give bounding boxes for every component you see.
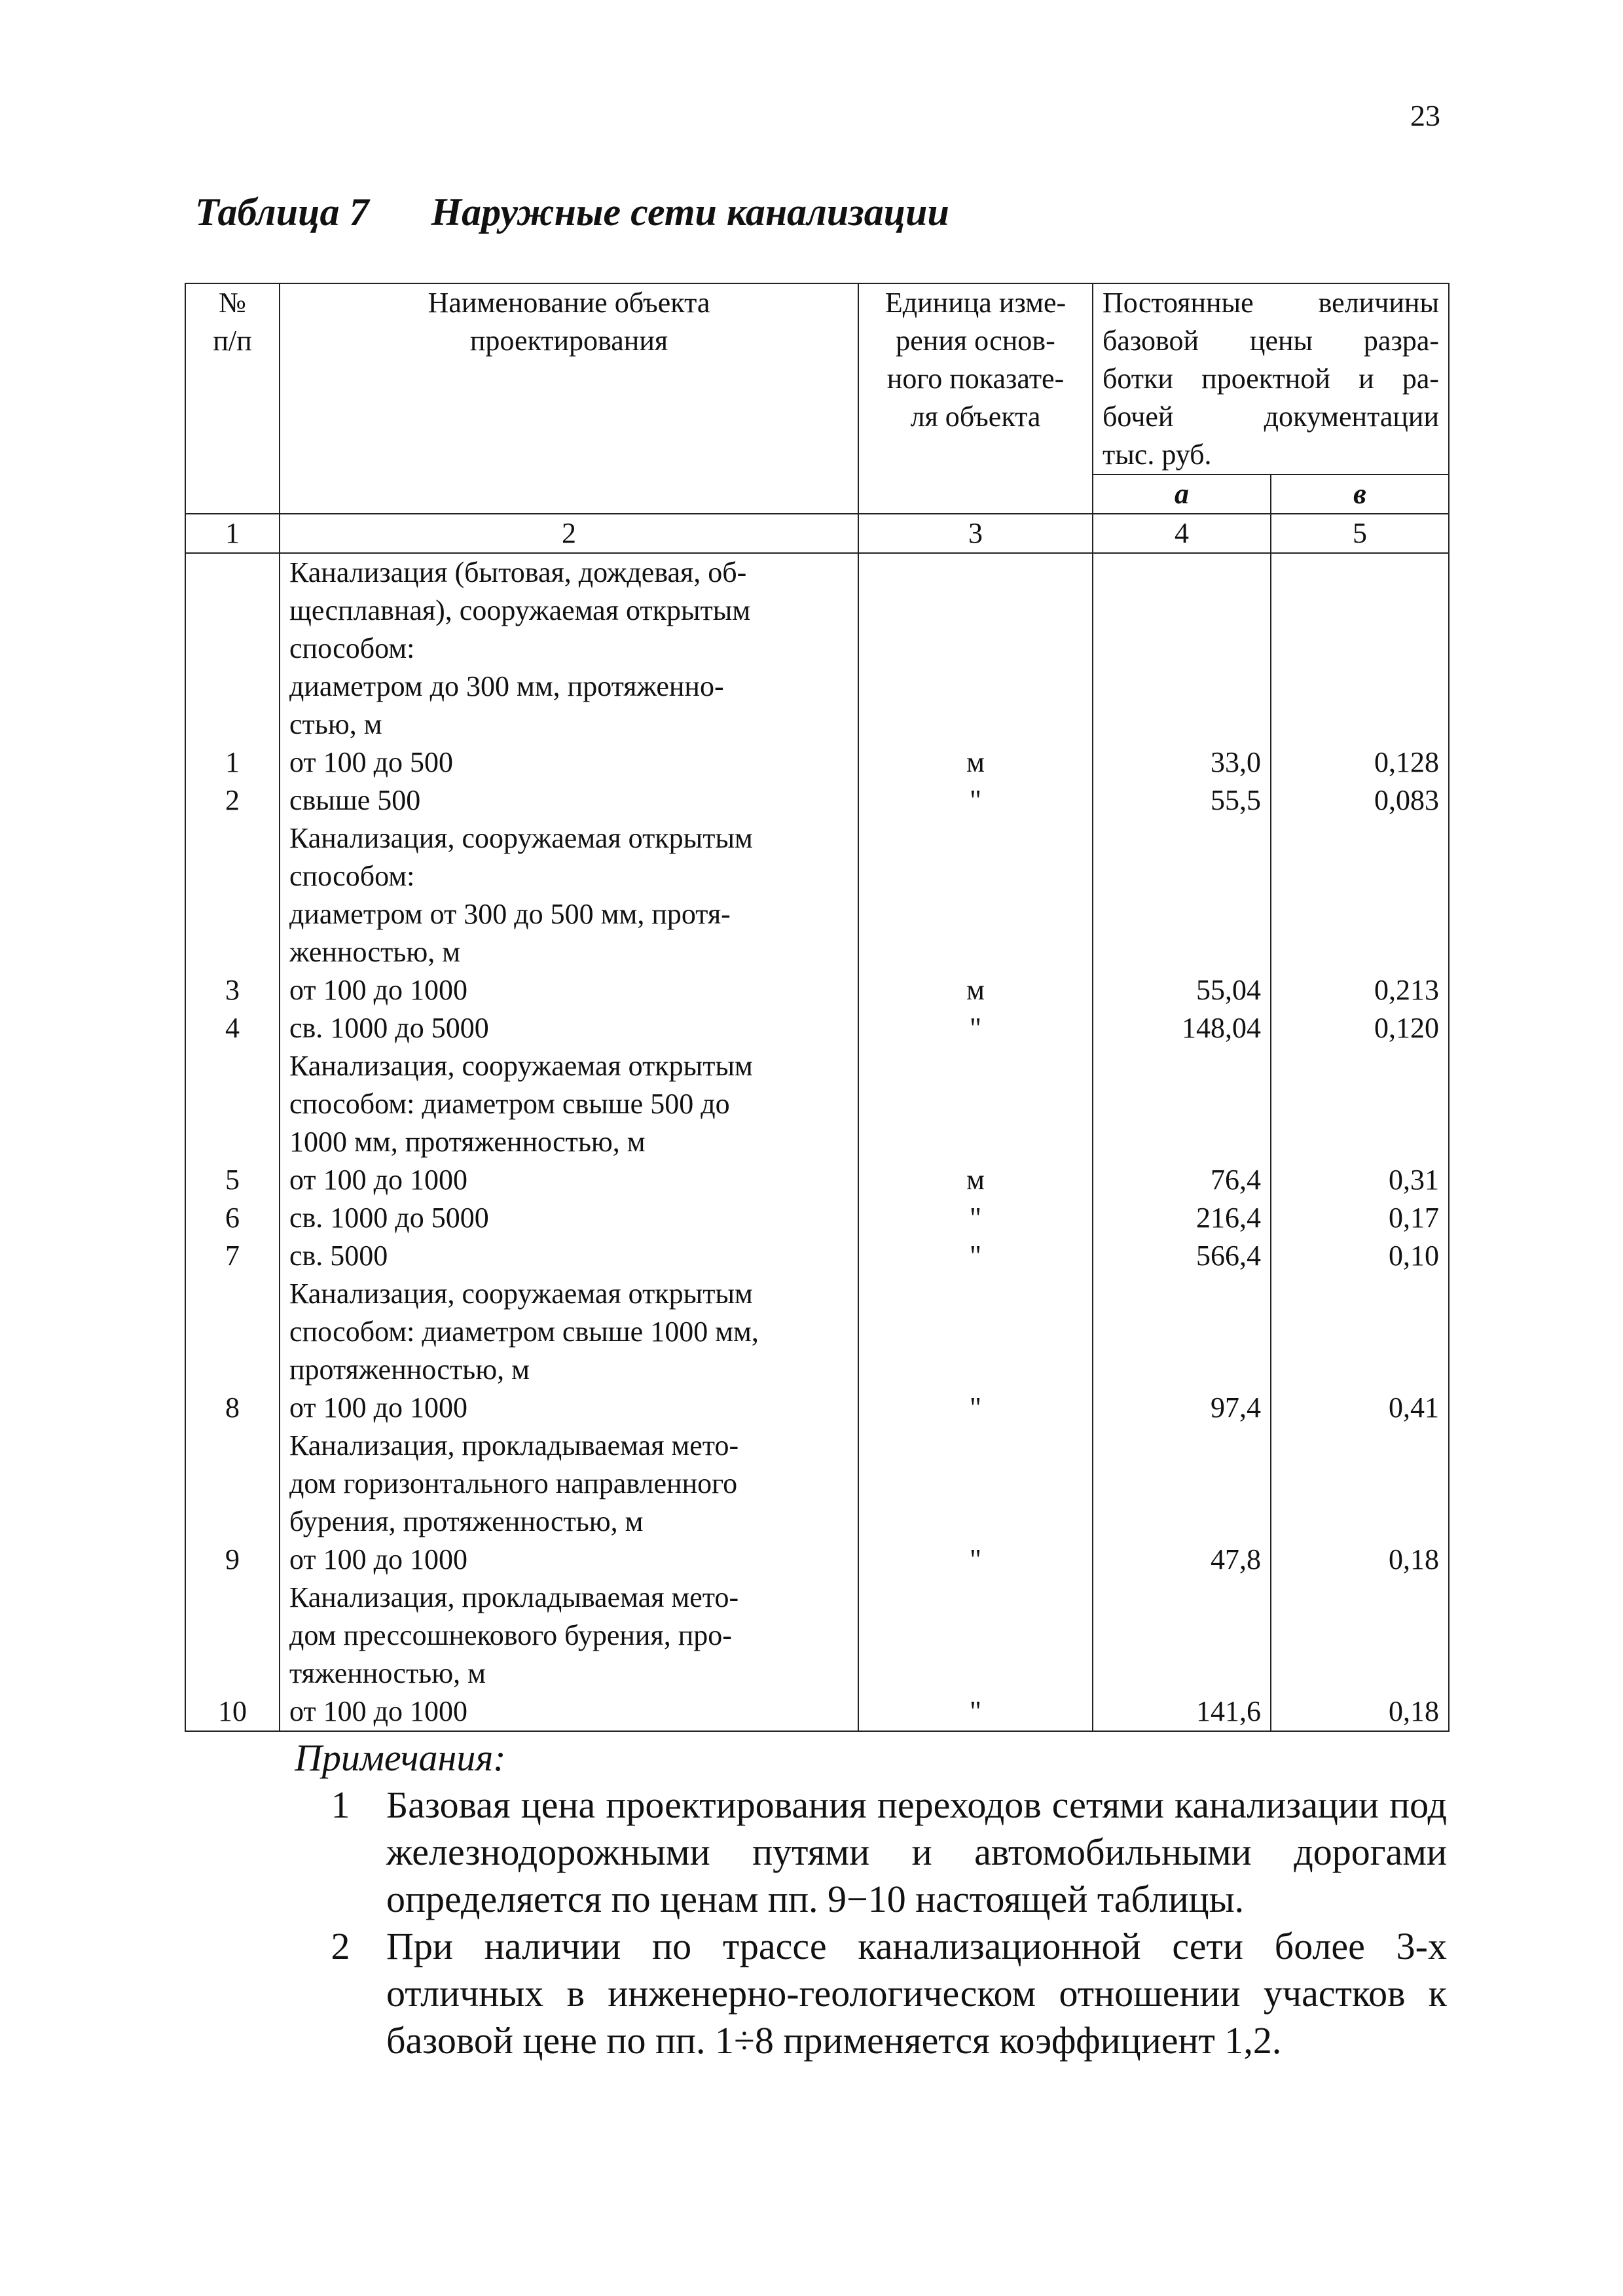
cell-unit <box>868 1465 1083 1503</box>
cell-a <box>1103 1465 1261 1503</box>
cell-name: от 100 до 1000 <box>289 1695 468 1727</box>
cell-name: способом: диаметром свыше 500 до <box>289 1088 730 1120</box>
cell-name: Канализация, сооружаемая открытым <box>289 822 753 854</box>
cell-n <box>195 1427 270 1465</box>
header-unit <box>858 283 1093 514</box>
table-title: Наружные сети канализации <box>431 190 949 234</box>
cell-b: 0,128 <box>1374 746 1440 778</box>
cell-a: 148,04 <box>1182 1012 1261 1044</box>
cell-unit <box>868 1579 1083 1617</box>
unit-column <box>858 553 1093 1731</box>
cell-unit: м <box>966 1164 985 1196</box>
cell-b <box>1281 1123 1439 1161</box>
cell-name: способом: <box>289 632 415 664</box>
cell-n <box>195 1617 270 1655</box>
cell-n <box>195 1465 270 1503</box>
cell-unit <box>868 1655 1083 1693</box>
cell-n: 8 <box>225 1391 240 1424</box>
cell-name: св. 5000 <box>289 1240 388 1272</box>
cell-name: Канализация, сооружаемая открытым <box>289 1278 753 1310</box>
number-column <box>185 553 280 1731</box>
cell-unit: " <box>970 1012 981 1044</box>
cell-a: 33,0 <box>1211 746 1261 778</box>
header-line: Наименование объекта <box>428 287 710 319</box>
header-line: тыс. руб. <box>1103 439 1212 471</box>
cell-unit <box>868 857 1083 895</box>
cell-n <box>195 1655 270 1693</box>
price-a-column <box>1093 553 1271 1731</box>
cell-n <box>195 1085 270 1123</box>
cell-unit <box>868 1503 1083 1541</box>
cell-unit <box>868 706 1083 744</box>
cell-name: Канализация, прокладываемая мето- <box>289 1429 739 1462</box>
column-number: 3 <box>858 514 1093 553</box>
cell-b <box>1281 630 1439 668</box>
header-number <box>185 283 280 514</box>
cell-b <box>1281 668 1439 706</box>
cell-n <box>195 857 270 895</box>
cell-n: 9 <box>225 1543 240 1575</box>
cell-name: св. 1000 до 5000 <box>289 1202 489 1234</box>
cell-b <box>1281 1617 1439 1655</box>
header-line: № <box>219 287 246 319</box>
header-line: проектирования <box>469 325 668 357</box>
cell-name: от 100 до 1000 <box>289 1391 468 1424</box>
cell-a <box>1103 857 1261 895</box>
cell-b: 0,18 <box>1389 1543 1440 1575</box>
cell-n: 6 <box>225 1202 240 1234</box>
cell-name: Канализация, прокладываемая мето- <box>289 1581 739 1613</box>
cell-n: 10 <box>218 1695 247 1727</box>
cell-b <box>1281 1351 1439 1389</box>
cell-b <box>1281 933 1439 971</box>
column-number: 4 <box>1093 514 1271 553</box>
cell-name: от 100 до 500 <box>289 746 454 778</box>
cell-unit <box>868 1123 1083 1161</box>
name-column <box>280 553 858 1731</box>
cell-name: стью, м <box>289 708 382 740</box>
cell-b <box>1281 895 1439 933</box>
cell-name: дом прессошнекового бурения, про- <box>289 1619 732 1651</box>
cell-a <box>1103 1123 1261 1161</box>
cell-name: диаметром от 300 до 500 мм, протя- <box>289 898 731 930</box>
cell-unit: " <box>970 1202 981 1234</box>
cell-n: 3 <box>225 974 240 1006</box>
cell-unit: " <box>970 784 981 816</box>
cell-b <box>1281 1465 1439 1503</box>
cell-a: 47,8 <box>1211 1543 1261 1575</box>
cell-b <box>1281 857 1439 895</box>
cell-b <box>1281 1579 1439 1617</box>
cell-unit: м <box>966 746 985 778</box>
cell-b <box>1281 1275 1439 1313</box>
cell-b: 0,18 <box>1389 1695 1440 1727</box>
cell-unit: " <box>970 1695 981 1727</box>
cell-name: дом горизонтального направленного <box>289 1467 738 1499</box>
cell-b <box>1281 1085 1439 1123</box>
column-number: 1 <box>185 514 280 553</box>
header-row <box>185 283 1449 475</box>
subheader-a: а <box>1093 475 1271 514</box>
cell-a <box>1103 554 1261 592</box>
cell-n <box>195 1579 270 1617</box>
cell-n <box>195 1503 270 1541</box>
cell-a <box>1103 1427 1261 1465</box>
cell-a <box>1103 668 1261 706</box>
cell-b <box>1281 592 1439 630</box>
cell-unit <box>868 1313 1083 1351</box>
cell-name: бурения, протяженностью, м <box>289 1505 644 1537</box>
cell-a <box>1103 706 1261 744</box>
cell-n <box>195 668 270 706</box>
cell-name: способом: диаметром свыше 1000 мм, <box>289 1316 759 1348</box>
cell-n <box>195 554 270 592</box>
notes-title: Примечания: <box>295 1736 506 1779</box>
cell-b: 0,41 <box>1389 1391 1440 1424</box>
cell-b: 0,083 <box>1374 784 1440 816</box>
cell-a: 216,4 <box>1196 1202 1261 1234</box>
cell-unit <box>868 933 1083 971</box>
cell-a <box>1103 1503 1261 1541</box>
cell-b <box>1281 1427 1439 1465</box>
cell-b: 0,17 <box>1389 1202 1440 1234</box>
cell-b <box>1281 1503 1439 1541</box>
cell-n <box>195 706 270 744</box>
cell-b: 0,10 <box>1389 1240 1440 1272</box>
price-table <box>185 283 1450 1732</box>
header-line: рения основ- <box>896 325 1055 357</box>
cell-unit <box>868 630 1083 668</box>
cell-a <box>1103 1617 1261 1655</box>
cell-unit <box>868 895 1083 933</box>
header-line: ля объекта <box>910 401 1041 433</box>
cell-a <box>1103 819 1261 857</box>
cell-unit <box>868 1351 1083 1389</box>
note-item <box>295 1782 1447 1923</box>
header-line: ного показате- <box>886 363 1065 395</box>
cell-n <box>195 1351 270 1389</box>
cell-unit <box>868 592 1083 630</box>
header-line: п/п <box>213 325 252 357</box>
note-item <box>295 1923 1447 2064</box>
cell-name: щесплавная), сооружаемая открытым <box>289 594 751 626</box>
cell-a: 141,6 <box>1196 1695 1261 1727</box>
cell-n <box>195 1047 270 1085</box>
cell-a: 55,5 <box>1211 784 1261 816</box>
column-number: 5 <box>1271 514 1449 553</box>
subheader-b: в <box>1271 475 1449 514</box>
cell-a <box>1103 592 1261 630</box>
cell-a <box>1103 1655 1261 1693</box>
cell-name: женностью, м <box>289 936 461 968</box>
cell-name: протяженностью, м <box>289 1354 530 1386</box>
header-line: базовой цены разра- <box>1103 325 1440 357</box>
cell-a <box>1103 630 1261 668</box>
cell-a <box>1103 1351 1261 1389</box>
cell-name: от 100 до 1000 <box>289 1164 468 1196</box>
price-b-column <box>1271 553 1449 1731</box>
cell-name: св. 1000 до 5000 <box>289 1012 489 1044</box>
cell-b <box>1281 819 1439 857</box>
cell-n: 4 <box>225 1012 240 1044</box>
cell-a <box>1103 895 1261 933</box>
cell-n <box>195 933 270 971</box>
header-line: бочей документации <box>1103 401 1440 433</box>
cell-b <box>1281 554 1439 592</box>
table-caption <box>195 190 949 235</box>
header-object-name <box>280 283 858 514</box>
cell-n <box>195 630 270 668</box>
cell-b <box>1281 1047 1439 1085</box>
note-marker: 1 <box>331 1784 350 1826</box>
cell-b <box>1281 1655 1439 1693</box>
cell-n <box>195 819 270 857</box>
cell-a <box>1103 1579 1261 1617</box>
header-line: Единица изме- <box>884 287 1067 319</box>
cell-unit <box>868 1617 1083 1655</box>
cell-name: 1000 мм, протяженностью, м <box>289 1126 646 1158</box>
cell-b <box>1281 1313 1439 1351</box>
page-number: 23 <box>1410 99 1440 132</box>
cell-a: 566,4 <box>1196 1240 1261 1272</box>
table-body-row <box>185 553 1449 1731</box>
cell-b: 0,213 <box>1374 974 1440 1006</box>
cell-n: 1 <box>225 746 240 778</box>
cell-a <box>1103 1313 1261 1351</box>
header-line: ботки проектной и ра- <box>1103 363 1440 395</box>
cell-n <box>195 1123 270 1161</box>
cell-name: способом: <box>289 860 415 892</box>
header-constant-values <box>1093 283 1449 475</box>
cell-n: 7 <box>225 1240 240 1272</box>
cell-a <box>1103 933 1261 971</box>
header-line: Постоянные величины <box>1103 287 1440 319</box>
note-text: Базовая цена проектирования переходов сетями канализации под железнодорожными путями и автомобильными дорогами определяется по ценам пп. 9−10 настоящей таблицы. <box>386 1784 1447 1920</box>
notes-section <box>295 1734 1447 2064</box>
cell-b <box>1281 706 1439 744</box>
cell-name: Канализация (бытовая, дождевая, об- <box>289 556 747 588</box>
cell-unit <box>868 1427 1083 1465</box>
cell-a: 55,04 <box>1196 974 1261 1006</box>
cell-a <box>1103 1275 1261 1313</box>
cell-n <box>195 592 270 630</box>
cell-unit: " <box>970 1391 981 1424</box>
cell-n: 5 <box>225 1164 240 1196</box>
cell-a: 76,4 <box>1211 1164 1261 1196</box>
cell-unit <box>868 668 1083 706</box>
cell-n <box>195 1275 270 1313</box>
note-text: При наличии по трассе канализационной сети более 3-х отличных в инженерно-геологическом отношении участков к базовой цене по пп. 1÷8 применяется коэффициент 1,2. <box>386 1925 1447 2062</box>
cell-n <box>195 895 270 933</box>
table-label: Таблица 7 <box>195 190 369 234</box>
cell-unit: " <box>970 1240 981 1272</box>
column-number: 2 <box>280 514 858 553</box>
note-marker: 2 <box>331 1925 350 1967</box>
cell-unit: " <box>970 1543 981 1575</box>
cell-n: 2 <box>225 784 240 816</box>
cell-b: 0,31 <box>1389 1164 1440 1196</box>
cell-name: диаметром до 300 мм, протяженно- <box>289 670 724 702</box>
cell-b: 0,120 <box>1374 1012 1440 1044</box>
cell-unit: м <box>966 974 985 1006</box>
cell-name: от 100 до 1000 <box>289 1543 468 1575</box>
cell-unit <box>868 554 1083 592</box>
cell-unit <box>868 1085 1083 1123</box>
cell-a: 97,4 <box>1211 1391 1261 1424</box>
cell-name: свыше 500 <box>289 784 421 816</box>
cell-name: Канализация, сооружаемая открытым <box>289 1050 753 1082</box>
cell-unit <box>868 1275 1083 1313</box>
cell-unit <box>868 819 1083 857</box>
cell-a <box>1103 1047 1261 1085</box>
cell-name: от 100 до 1000 <box>289 974 468 1006</box>
cell-unit <box>868 1047 1083 1085</box>
column-number-row <box>185 514 1449 553</box>
cell-name: тяженностью, м <box>289 1657 486 1689</box>
cell-n <box>195 1313 270 1351</box>
cell-a <box>1103 1085 1261 1123</box>
